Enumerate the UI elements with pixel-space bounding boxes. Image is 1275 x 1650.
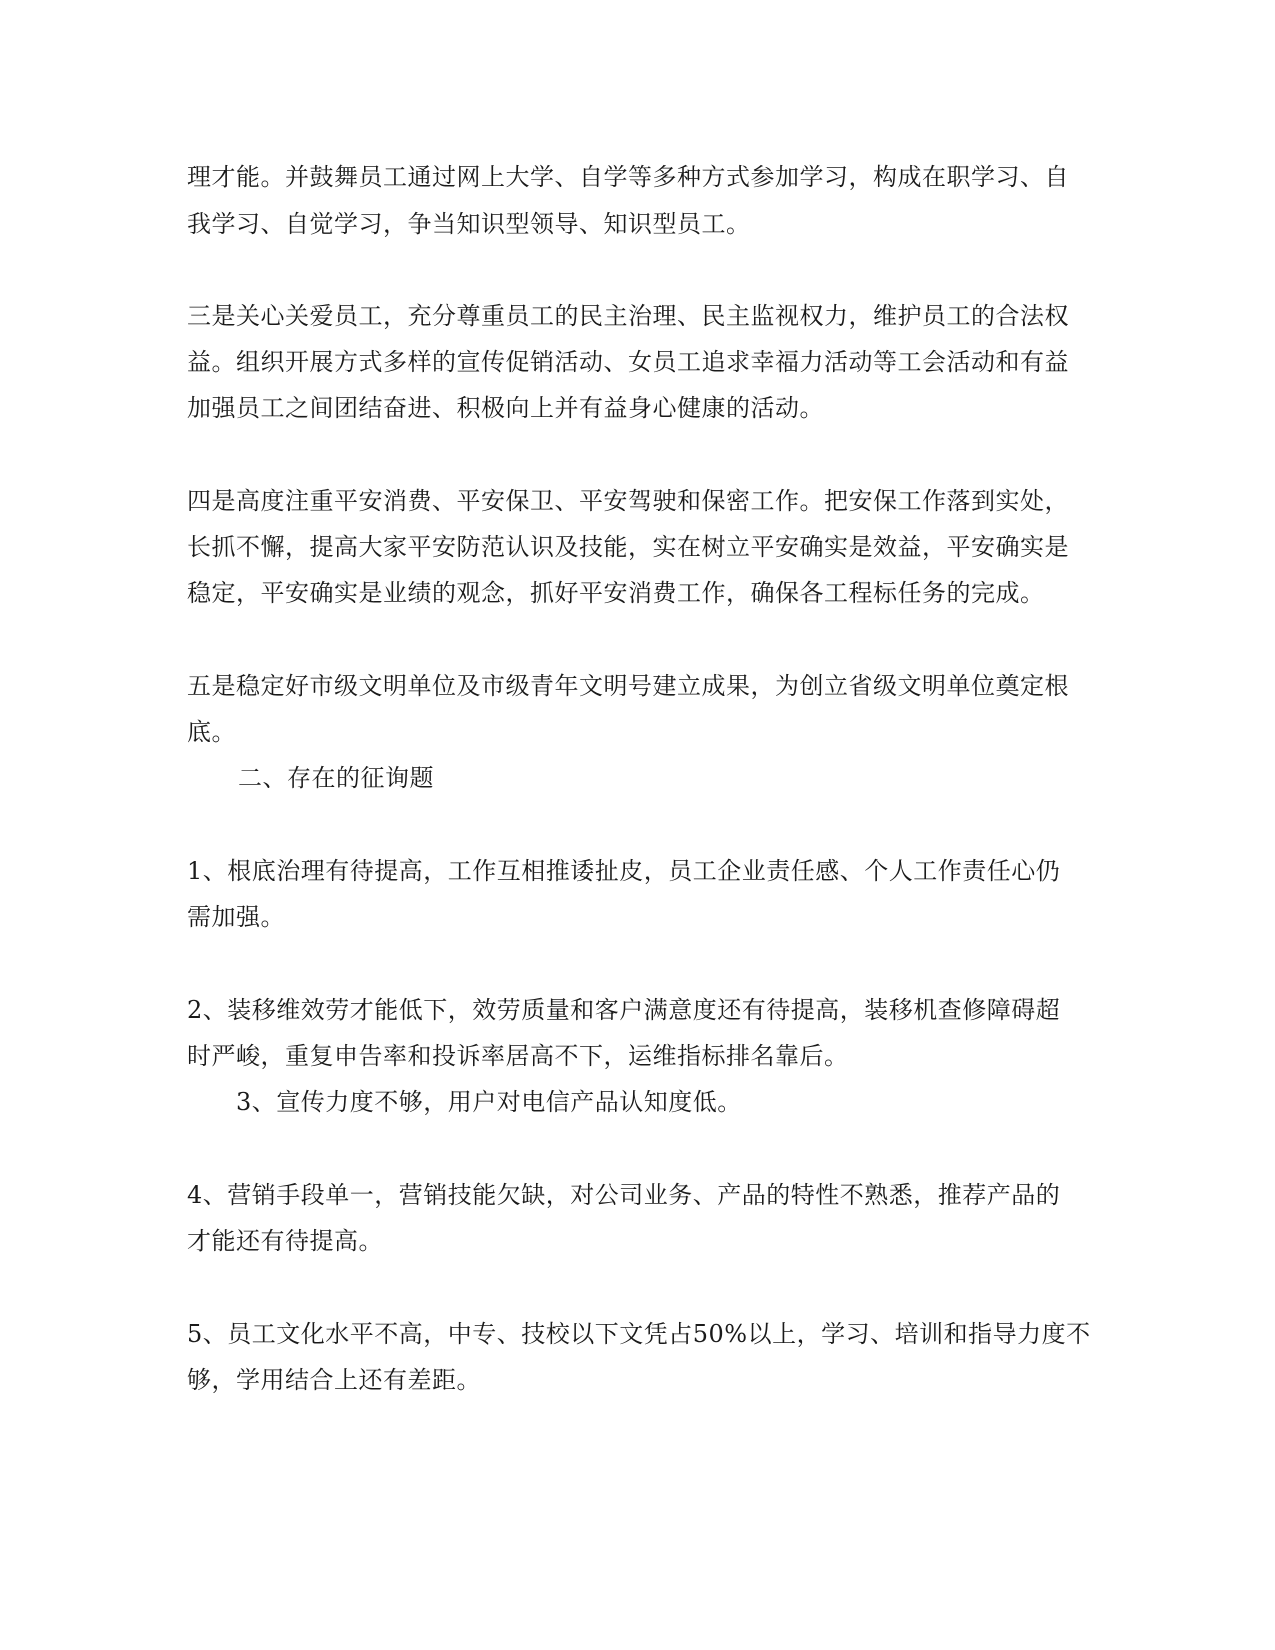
paragraph-4-line-2: 底。 [187,718,236,746]
issue-2-line-2: 时严峻，重复申告率和投诉率居高不下，运维指标排名靠后。 [187,1042,849,1070]
section-heading: 二、存在的征询题 [238,764,434,792]
paragraph-2-line-1: 三是关心关爱员工，充分尊重员工的民主治理、民主监视权力，维护员工的合法权 [187,302,1069,330]
issue-3-line-1: 3、宣传力度不够，用户对电信产品认知度低。 [236,1088,742,1116]
issue-4-line-1: 4、营销手段单一，营销技能欠缺，对公司业务、产品的特性不熟悉，推荐产品的 [187,1181,1061,1209]
paragraph-4-line-1: 五是稳定好市级文明单位及市级青年文明号建立成果，为创立省级文明单位奠定根 [187,672,1069,700]
paragraph-1-line-1: 理才能。并鼓舞员工通过网上大学、自学等多种方式参加学习，构成在职学习、自 [187,163,1069,191]
issue-4-line-2: 才能还有待提高。 [187,1227,383,1255]
paragraph-2-line-2: 益。组织开展方式多样的宣传促销活动、女员工追求幸福力活动等工会活动和有益 [187,348,1069,376]
paragraph-3-line-2: 长抓不懈，提高大家平安防范认识及技能，实在树立平安确实是效益，平安确实是 [187,533,1069,561]
issue-5-line-2: 够，学用结合上还有差距。 [187,1366,481,1394]
issue-1-line-1: 1、根底治理有待提高，工作互相推诿扯皮，员工企业责任感、个人工作责任心仍 [187,857,1061,885]
paragraph-3-line-1: 四是高度注重平安消费、平安保卫、平安驾驶和保密工作。把安保工作落到实处， [187,487,1069,515]
issue-5-line-1: 5、员工文化水平不高，中专、技校以下文凭占50%以上，学习、培训和指导力度不 [187,1320,1091,1348]
issue-1-line-2: 需加强。 [187,903,285,931]
paragraph-3-line-3: 稳定，平安确实是业绩的观念，抓好平安消费工作，确保各工程标任务的完成。 [187,579,1045,607]
paragraph-1-line-2: 我学习、自觉学习，争当知识型领导、知识型员工。 [187,210,751,238]
issue-2-line-1: 2、装移维效劳才能低下，效劳质量和客户满意度还有待提高，装移机查修障碍超 [187,996,1061,1024]
paragraph-2-line-3: 加强员工之间团结奋进、积极向上并有益身心健康的活动。 [187,394,824,422]
